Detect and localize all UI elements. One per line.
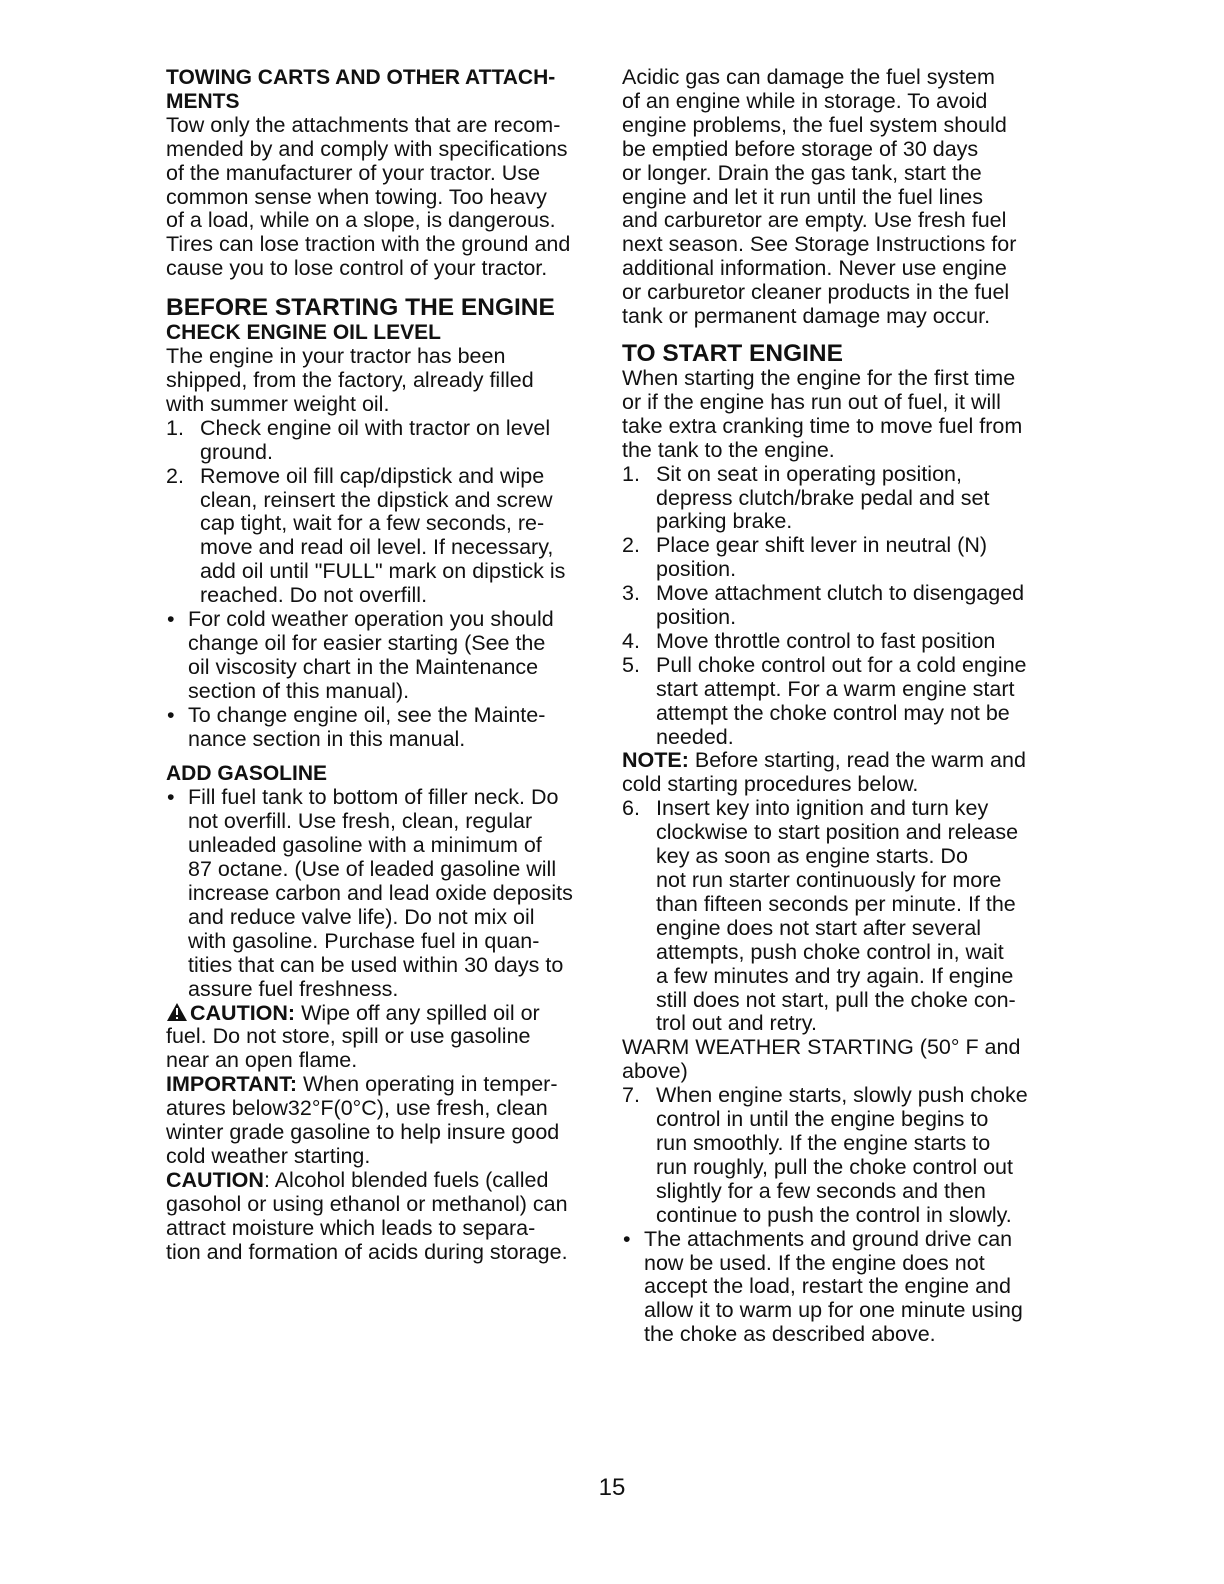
start-step-5: 5. Pull choke control out for a cold engine start attempt. For a warm engine start attempt the choke control may not be needed. [622,652,1027,749]
bullet-icon: • [167,607,175,632]
add-gasoline-heading: ADD GASOLINE [166,762,328,786]
bullet-icon: • [167,785,175,810]
left-column [166,66,596,1265]
oil-step-1: 1. Check engine oil with tractor on level ground. [166,415,551,464]
important-note: IMPORTANT: When operating in temper- atures below32°F(0°C), use fresh, clean winter grade gasoline to help insure good cold weather starting. [166,1072,560,1168]
gasoline-bullet: • Fill fuel tank to bottom of filler neck. Do not overfill. Use fresh, clean, regular unleaded gasoline with a minimum of 87 octane. (Use of leaded gasoline will increase carbon and lead oxide deposits and reduce valve life). Do not mix oil with gasoline. Purchase fuel in quan- tities that can be used within 30 days to assure fuel freshness. [167,785,573,1001]
start-intro: When starting the engine for the first time or if the engine has run out of fuel, it will take extra cranking time to move fuel from the tank to the engine. [622,365,1023,462]
bullet-icon: • [623,1226,631,1251]
bullet-icon: • [167,702,175,727]
caution-spill: CAUTION: Wipe off any spilled oil or fuel. Do not store, spill or use gasoline near an open flame. [166,1000,540,1073]
towing-paragraph: Tow only the attachments that are recom- mended by and comply with specifications of the manufacturer of your tractor. Use common sense when towing. Too heavy of a load, while on a slope, is dangerous. Tires can lose traction with the ground and cause you to lose control of your tractor. [166,112,571,281]
warm-weather-heading: WARM WEATHER STARTING (50° F and above) [622,1035,1021,1084]
before-starting-heading: BEFORE STARTING THE ENGINE [166,294,555,322]
start-step-6: 6. Insert key into ignition and turn key clockwise to start position and release key as soon as engine starts. Do not run starter continuously for more than fifteen seconds per minute. If the engine does not start after several attempts, push choke control in, wait a few minutes and try again. If engine still does not start, pull the choke con- trol out and retry. [622,796,1019,1036]
note: NOTE: Before starting, read the warm and cold starting procedures below. [622,748,1026,797]
right-column [622,66,1052,1347]
start-step-4: 4. Move throttle control to fast position [622,628,996,653]
to-start-engine-heading: TO START ENGINE [622,339,843,367]
oil-intro: The engine in your tractor has been shipped, from the factory, already filled with summer weight oil. [166,344,534,416]
check-oil-heading: CHECK ENGINE OIL LEVEL [166,321,441,345]
page-number: 15 [598,1474,626,1501]
start-step-3: 3. Move attachment clutch to disengaged position. [622,581,1025,630]
oil-step-2: 2. Remove oil fill cap/dipstick and wipe clean, reinsert the dipstick and screw cap tight, wait for a few seconds, re- move and read oil level. If necessary, add oil until "FULL" mark on dipstick is reached. Do not overfill. [166,463,566,608]
acidic-gas-paragraph: Acidic gas can damage the fuel system of an engine while in storage. To avoid engine problems, the fuel system should be emptied before storage of 30 days or longer. Drain the gas tank, start the engine and let it run until the fuel lines and carburetor are empty. Use fresh fuel next season. See Storage Instructions for additional information. Never use engine or carburetor cleaner products in the fuel tank or permanent damage may occur. [622,65,1017,329]
oil-bullet-cold: • For cold weather operation you should change oil for easier starting (See the oil viscosity chart in the Maintenance section of this manual). [167,607,554,703]
caution-alcohol: CAUTION: Alcohol blended fuels (called gasohol or using ethanol or methanol) can attract moisture which leads to separa- tion and formation of acids during storage. [166,1167,568,1264]
warning-triangle-icon [166,1002,188,1022]
towing-heading: TOWING CARTS AND OTHER ATTACH- MENTS [166,66,556,113]
start-step-1: 1. Sit on seat in operating position, depress clutch/brake pedal and set parking brake. [622,461,990,534]
start-step-2: 2. Place gear shift lever in neutral (N) position. [622,533,988,582]
start-step-7: 7. When engine starts, slowly push choke control in until the engine begins to run smoothly. If the engine starts to run roughly, pull the choke control out slightly for a few seconds and then continue to push the control in slowly. [622,1083,1028,1227]
attachments-bullet: • The attachments and ground drive can now be used. If the engine does not accept the load, restart the engine and allow it to warm up for one minute using the choke as described above. [623,1226,1023,1347]
oil-bullet-change: • To change engine oil, see the Mainte- nance section in this manual. [167,702,546,751]
